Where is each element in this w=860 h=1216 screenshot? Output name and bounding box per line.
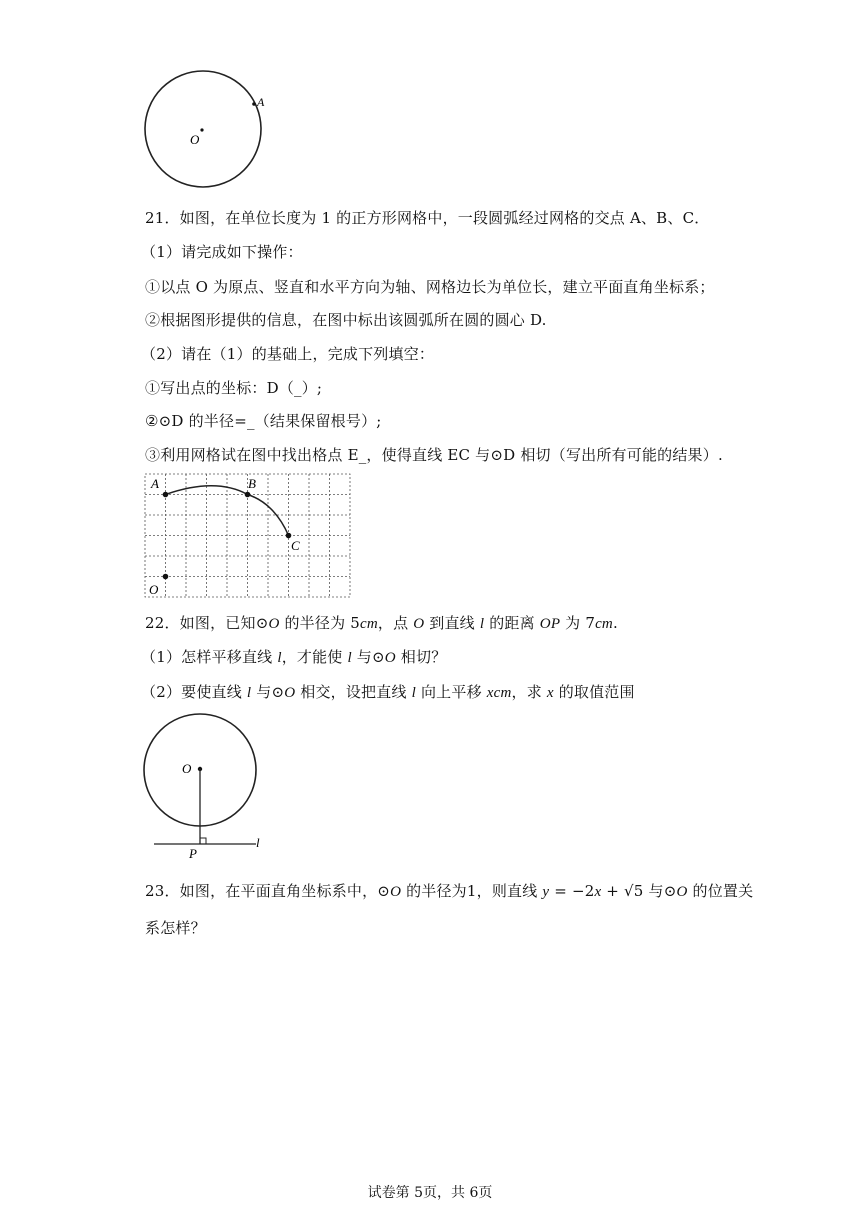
q21-part2-fill3: ③利用网格试在图中找出格点 E_，使得直线 EC 与⊙D 相切（写出所有可能的结果）. [145,446,723,464]
point-a-dot [252,102,256,106]
label-o: O [182,761,192,776]
point-a-dot [163,492,169,498]
page-footer: 试卷第 5页，共 6页 [367,1185,493,1201]
point-b-dot [245,492,251,498]
q21-part1-step1: ①以点 O 为原点、竖直和水平方向为轴、网格边长为单位长，建立平面直角坐标系； [145,278,715,296]
q23-stem-line2: 系怎样？ [145,919,206,937]
q21-part2-fill1: ①写出点的坐标：D（_）; [145,379,323,397]
q21-part2-fill2: ②⊙D 的半径=_（结果保留根号）; [145,412,382,430]
label-a: A [151,476,159,491]
q23-stem: 23．如图，在平面直角坐标系中，⊙O 的半径为1，则直线 y = −2x + √5 与⊙O 的位置关 [145,882,754,900]
q21-part2: （2）请在（1）的基础上，完成下列填空： [141,345,435,363]
label-p: P [189,846,197,861]
label-l: l [256,835,260,850]
point-o-dot [163,574,169,580]
q21-part1: （1）请完成如下操作： [141,243,303,261]
q21-stem: 21．如图，在单位长度为 1 的正方形网格中，一段圆弧经过网格的交点 A、B、C． [145,209,710,227]
q22-part2: （2）要使直线 l 与⊙O 相交，设把直线 l 向上平移 xcm，求 x 的取值范围 [141,683,635,701]
label-a: A [257,95,265,109]
label-b: B [248,476,256,491]
circle-figure-1 [135,66,285,196]
q21-part1-step2: ②根据图形提供的信息，在图中标出该圆弧所在圆的圆心 D. [145,311,547,329]
point-o-dot [200,128,203,131]
label-c: C [291,538,300,553]
right-angle-mark [200,838,206,844]
q22-part1: （1）怎样平移直线 l，才能使 l 与⊙O 相切？ [141,648,447,666]
grid-arc-figure [143,473,353,599]
label-o: O [149,582,159,597]
q22-stem: 22．如图，已知⊙O 的半径为 5cm，点 O 到直线 l 的距离 OP 为 7cm. [145,614,618,632]
label-o: O [190,132,200,147]
circle-line-figure [140,708,275,863]
